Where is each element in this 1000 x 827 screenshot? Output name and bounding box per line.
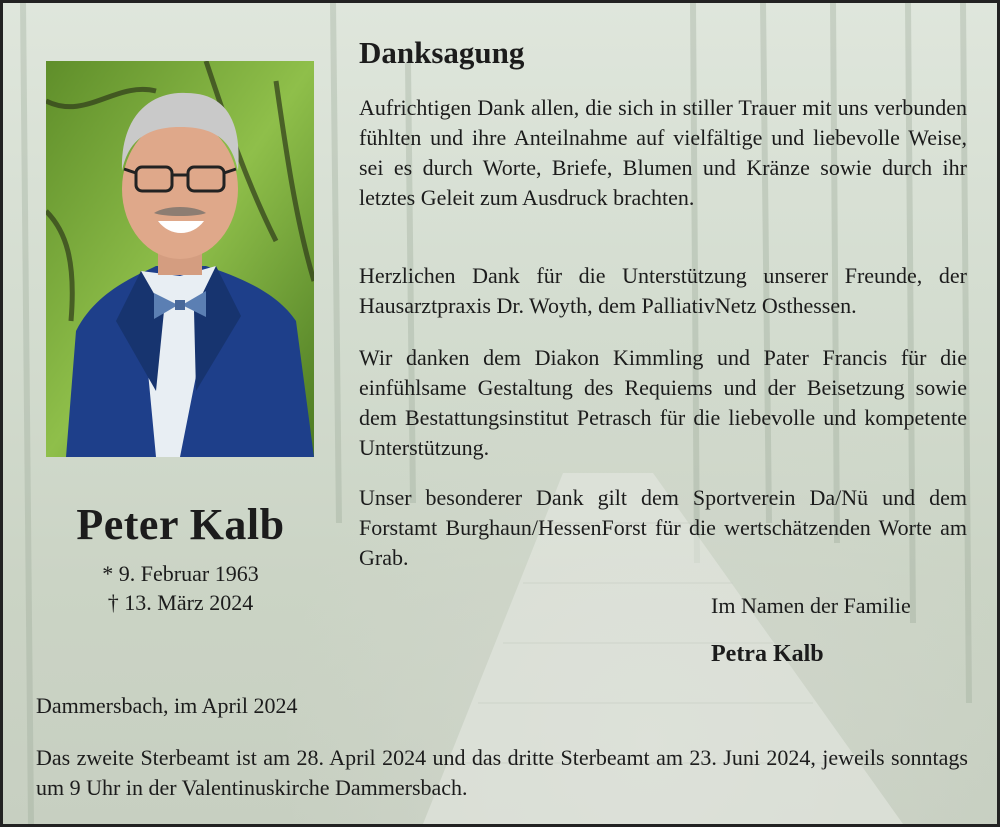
life-dates — [43, 559, 318, 617]
thanks-paragraph-2: Herzlichen Dank für die Unterstützung unserer Freunde, der Hausarztpraxis Dr. Woyth, dem PalliativNetz Osthessen. — [359, 263, 967, 318]
birth-date: * 9. Februar 1963 — [102, 561, 259, 586]
thanks-paragraph-3: Wir danken dem Diakon Kimmling und Pater Francis für die einfühlsame Gestaltung des Requiems und der Beisetzung sowie dem Bestattungsinstitut Petrasch für die liebevolle und kompetente Unterstützung. — [359, 345, 967, 460]
notice-title: Danksagung — [359, 35, 525, 70]
thanks-paragraph-1: Aufrichtigen Dank allen, die sich in stiller Trauer mit uns verbunden fühlten und ihre Anteilnahme auf vielfältige und liebevolle Weise, sei es durch Worte, Briefe, Blumen und Kränze sowie durch ihr letztes Geleit zum Ausdruck brachten. — [359, 95, 967, 210]
place-date: Dammersbach, im April 2024 — [36, 693, 298, 718]
family-line: Im Namen der Familie — [711, 593, 911, 618]
signer-name: Petra Kalb — [711, 641, 824, 667]
thanks-paragraph-4: Unser besonderer Dank gilt dem Sportverein Da/Nü und dem Forstamt Burghaun/HessenForst für die wertschätzenden Worte am Grab. — [359, 485, 967, 570]
death-date: † 13. März 2024 — [107, 590, 254, 615]
portrait-photo — [46, 61, 314, 457]
deceased-name: Peter Kalb — [76, 500, 285, 549]
service-info: Das zweite Sterbeamt ist am 28. April 2024 und das dritte Sterbeamt am 23. Juni 2024, jeweils sonntags um 9 Uhr in der Valentinuskirche Dammersbach. — [36, 745, 968, 800]
